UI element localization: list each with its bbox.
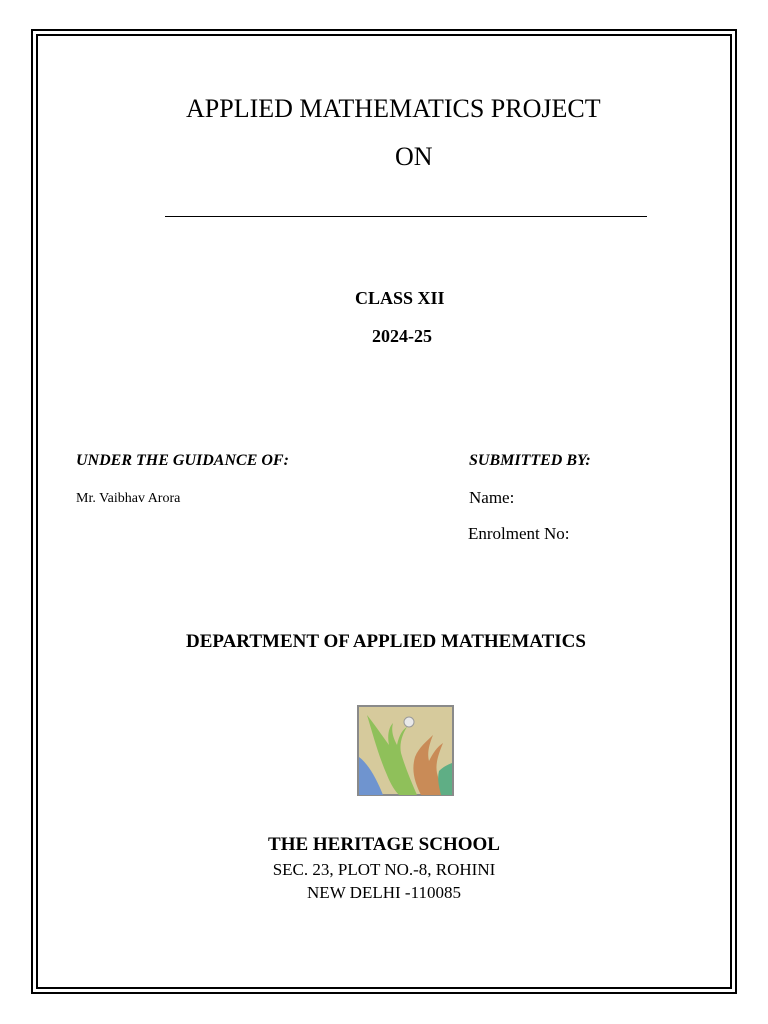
school-address-line1: SEC. 23, PLOT NO.-8, ROHINI bbox=[272, 860, 496, 879]
project-title-on: ON bbox=[395, 142, 433, 171]
teacher-name: Mr. Vaibhav Arora bbox=[76, 491, 181, 506]
project-title: APPLIED MATHEMATICS PROJECT bbox=[186, 94, 601, 123]
school-logo bbox=[357, 705, 454, 796]
topic-blank-line bbox=[165, 216, 647, 217]
class-label: CLASS XII bbox=[355, 288, 445, 308]
student-name-label: Name: bbox=[469, 488, 515, 507]
session-label: 2024-25 bbox=[372, 326, 432, 346]
guidance-heading: UNDER THE GUIDANCE OF: bbox=[76, 452, 289, 469]
department-heading: DEPARTMENT OF APPLIED MATHEMATICS bbox=[186, 631, 586, 652]
submitted-by-heading: SUBMITTED BY: bbox=[469, 452, 591, 469]
school-address-line2: NEW DELHI -110085 bbox=[307, 883, 461, 902]
school-name: THE HERITAGE SCHOOL bbox=[268, 834, 500, 855]
enrolment-label: Enrolment No: bbox=[468, 524, 570, 543]
